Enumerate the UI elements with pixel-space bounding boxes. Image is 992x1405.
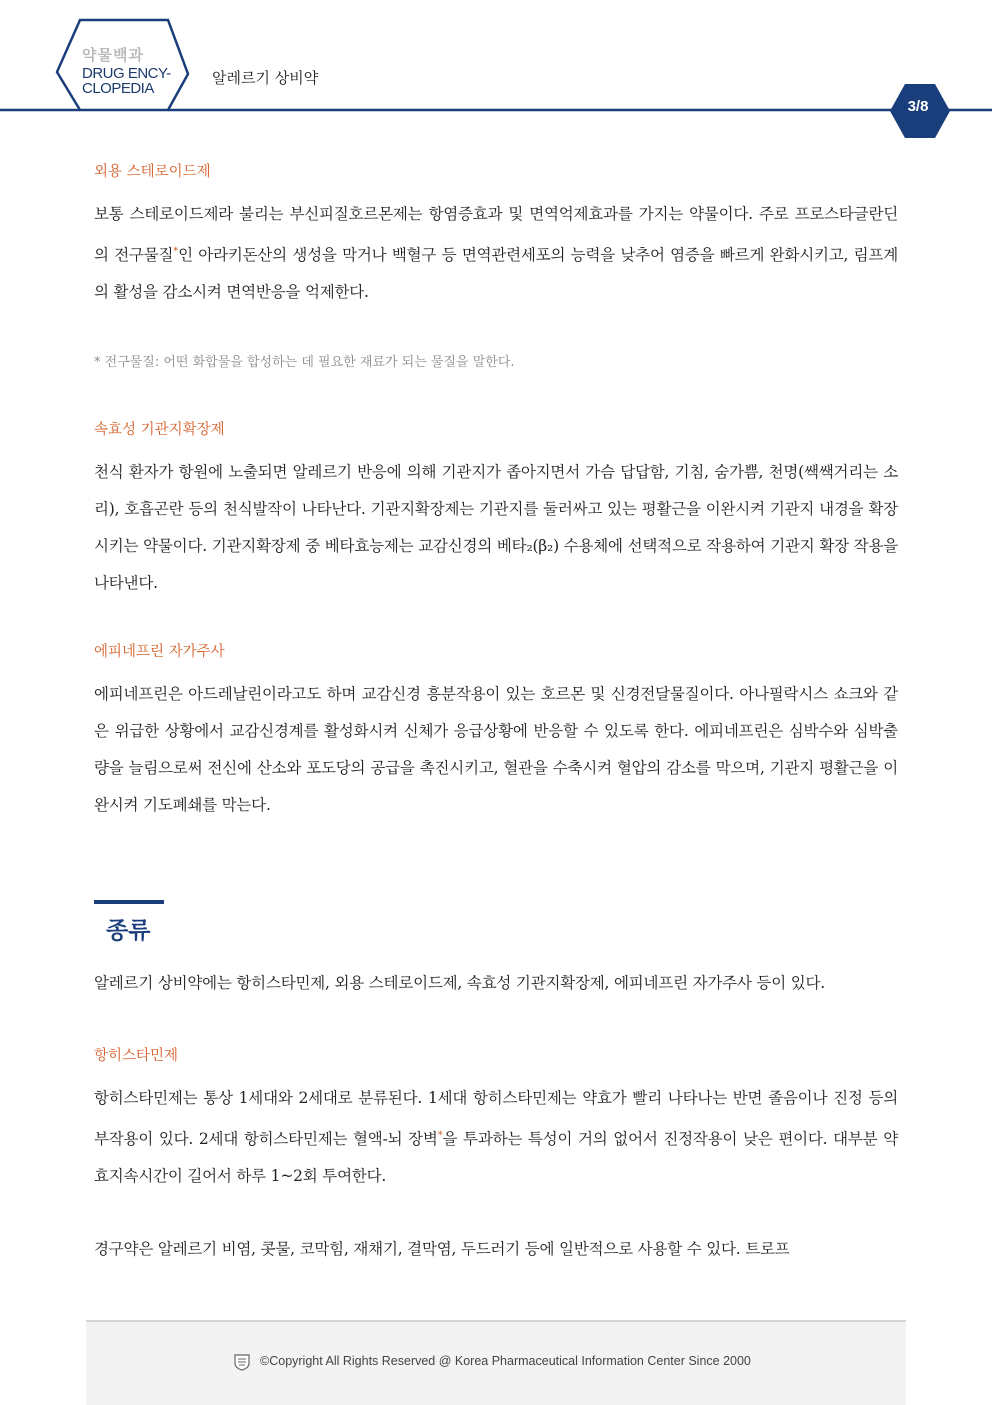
page-header xyxy=(0,0,992,140)
bronchodilator-paragraph: 천식 환자가 항원에 노출되면 알레르기 반응에 의해 기관지가 좁아지면서 가슴 답답함, 기침, 숨가쁨, 천명(쌕쌕거리는 소리), 호흡곤란 등의 천식발작이 나타난다. 기관지확장제는 기관지를 둘러싸고 있는 평활근을 이완시켜 기관지 내경을 확장시키는 약물이다. 기관지확장제 중 베타효능제는 교감신경의 베타₂(β₂) 수용체에 선택적으로 작용하여 기관지 확장 작용을 나타낸다. xyxy=(94,463,898,593)
section-accent-bar xyxy=(94,900,164,904)
steroid-paragraph xyxy=(94,196,898,311)
antihistamine-paragraph-2: 경구약은 알레르기 비염, 콧물, 코막힘, 재채기, 결막염, 두드러기 등에 일반적으로 사용할 수 있다. 트로프 xyxy=(94,1240,790,1259)
steroid-text-a: 보통 스테로이드제라 불리는 부신피질호르몬제는 항염증효과 및 면역억제효과를 가지는 약물이다. 주로 프로스타글란딘의 전구물질 xyxy=(94,205,898,265)
document-title: 알레르기 상비약 xyxy=(212,69,319,87)
antihistamine-text-b: 을 투과하는 특성이 거의 없어서 진정작용이 낮은 편이다. 대부분 약효지속시간이 길어서 하루 1~2회 투여한다. xyxy=(94,1130,898,1186)
logo-english xyxy=(82,66,192,96)
page-number: 3/8 xyxy=(907,98,929,115)
types-section-header xyxy=(94,900,898,945)
antihistamine-text-a: 항히스타민제는 통상 1세대와 2세대로 분류된다. 1세대 항히스타민제는 약효가 빨리 나타나는 반면 졸음이나 진정 등의 부작용이 있다. 2세대 항히스타민제는 혈액-뇌 장벽 xyxy=(94,1089,898,1149)
epinephrine-heading: 에피네프린 자가주사 xyxy=(94,644,225,661)
epinephrine-paragraph: 에피네프린은 아드레날린이라고도 하며 교감신경 흥분작용이 있는 호르몬 및 신경전달물질이다. 아나필락시스 쇼크와 같은 위급한 상황에서 교감신경계를 활성화시켜 신체가 응급상황에 반응할 수 있도록 한다. 에피네프린은 심박수와 심박출량을 늘림으로써 전신에 산소와 포도당의 공급을 촉진시키고, 혈관을 수축시켜 혈압의 감소를 막으며, 기관지 평활근을 이완시켜 기도폐쇄를 막는다. xyxy=(94,685,898,815)
steroid-heading: 외용 스테로이드제 xyxy=(94,164,211,180)
bronchodilator-heading: 속효성 기관지확장제 xyxy=(94,422,225,439)
logo-korean: 약물백과 xyxy=(82,46,144,64)
footnote-marker: * xyxy=(437,1130,443,1142)
section-title: 종류 xyxy=(106,918,151,945)
steroid-text-b: 인 아라키돈산의 생성을 막거나 백혈구 등 면역관련세포의 능력을 낮추어 염증을 빠르게 완화시키고, 림프계의 활성을 감소시켜 면역반응을 억제한다. xyxy=(94,246,898,302)
types-intro: 알레르기 상비약에는 항히스타민제, 외용 스테로이드제, 속효성 기관지확장제, 에피네프린 자가주사 등이 있다. xyxy=(94,974,825,993)
footnote: * 전구물질: 어떤 화합물을 합성하는 데 필요한 재료가 되는 물질을 말한다. xyxy=(94,355,515,371)
copyright-text: ©Copyright All Rights Reserved @ Korea Pharmaceutical Information Center Since 2000 xyxy=(260,1354,751,1368)
logo-english-line2: CLOPEDIA xyxy=(82,80,154,97)
shield-icon xyxy=(234,1354,250,1371)
article-body xyxy=(94,158,898,1268)
footnote-marker: * xyxy=(173,246,179,257)
page-footer xyxy=(86,1320,906,1405)
logo-english-line1: DRUG ENCY- xyxy=(82,65,171,82)
antihistamine-paragraph xyxy=(94,1080,898,1195)
antihistamine-heading: 항히스타민제 xyxy=(94,1048,179,1065)
